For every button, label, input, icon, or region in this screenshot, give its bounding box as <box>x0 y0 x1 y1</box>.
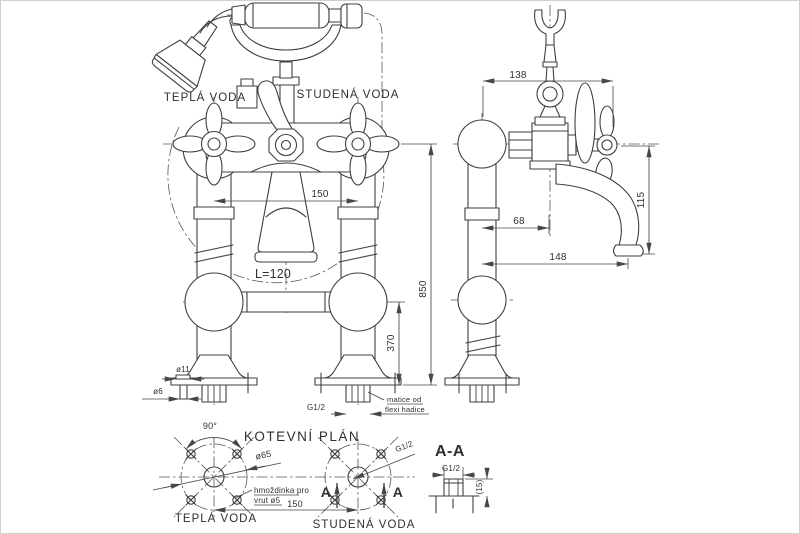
side-view <box>445 5 661 405</box>
anchor-screw-detail <box>176 375 190 399</box>
cut-letter-right: A <box>392 484 404 500</box>
handset <box>232 3 362 28</box>
dim-total-height: 850 <box>418 280 429 298</box>
dim-spout-reach: 148 <box>549 252 567 263</box>
cold-water-label-front: STUDENÁ VODA <box>296 89 400 101</box>
dim-bolt-circle: ø65 <box>254 448 273 462</box>
thread-label-section: G1/2 <box>442 464 461 473</box>
cross-handle-hot <box>173 103 255 185</box>
dim-screw-diameter: ø6 <box>153 387 163 396</box>
front-view <box>142 3 437 414</box>
dim-anchor-spacing: 150 <box>287 499 303 509</box>
side-spout <box>556 164 643 256</box>
dim-plate-thickness: (15) <box>475 479 484 495</box>
section-title: A-A <box>435 443 465 460</box>
cold-water-label-plan: STUDENÁ VODA <box>312 519 416 531</box>
hose-length-label: L=120 <box>254 267 292 281</box>
cut-letter-left: A <box>320 484 332 500</box>
right-leg <box>315 171 401 402</box>
cross-handle-cold <box>317 103 399 185</box>
hot-water-label-front: TEPLÁ VODA <box>163 92 247 104</box>
thread-label-front: G1/2 <box>307 403 326 412</box>
note-flexi-nut-2: flexi hadice <box>385 405 425 414</box>
dim-handle-spacing: 150 <box>311 189 329 200</box>
note-dowel-2: vrut ø5 <box>254 496 281 505</box>
section-detail <box>429 443 493 513</box>
thread-label-plan: G1/2 <box>394 439 415 455</box>
note-flexi-nut-1: matice od <box>387 395 422 404</box>
side-valve-body <box>509 10 570 169</box>
hot-water-label-plan: TEPLÁ VODA <box>174 513 258 525</box>
note-dowel-1: hmoždinka pro <box>254 486 310 495</box>
anchor-plan <box>153 421 415 531</box>
spout-cone <box>255 172 317 262</box>
dim-spout-height: 115 <box>636 191 647 209</box>
dim-leg-height: 370 <box>386 334 397 352</box>
faucet-technical-drawing <box>1 1 800 534</box>
dim-sleeve-diameter: ø11 <box>176 365 190 374</box>
threaded-socket <box>444 479 463 496</box>
dim-side-width: 138 <box>509 70 527 81</box>
side-standpipe <box>445 120 519 402</box>
crossbar <box>241 292 331 312</box>
anchor-plan-title: KOTEVNÍ PLÁN <box>243 429 361 444</box>
dim-bolt-angle: 90° <box>202 421 218 431</box>
dim-spout-offset: 68 <box>513 216 525 227</box>
shower-head <box>150 8 233 94</box>
